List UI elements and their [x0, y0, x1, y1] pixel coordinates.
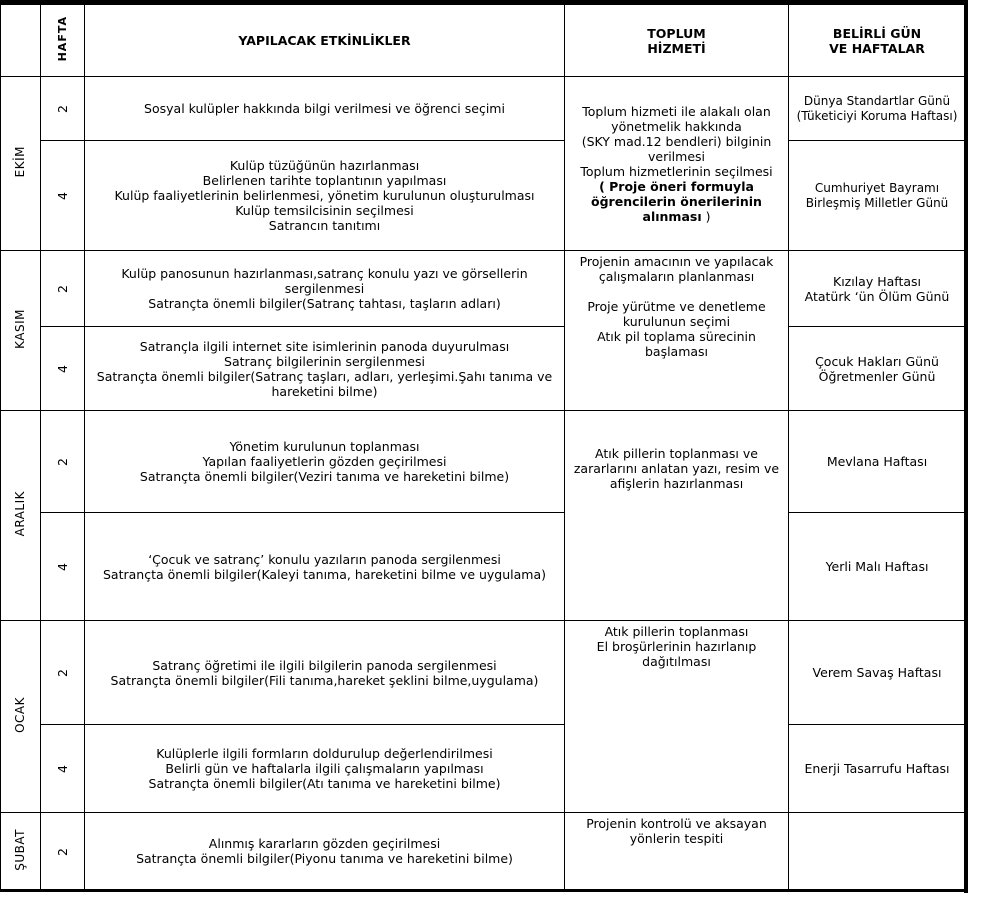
activity-plan-table	[0, 4, 968, 892]
week-cell: 4	[41, 327, 85, 411]
header-activities: YAPILACAK ETKİNLİKLER	[85, 5, 565, 77]
toplum-cell-aralik: Atık pillerin toplanması ve zararlarını anlatan yazı, resim ve afişlerin hazırlanması	[565, 411, 789, 621]
table-row	[1, 251, 967, 327]
table-row	[1, 141, 967, 251]
month-cell-aralik: ARALIK	[1, 411, 41, 621]
week-cell: 2	[41, 251, 85, 327]
table-row	[1, 621, 967, 725]
month-cell-ekim: EKİM	[1, 77, 41, 251]
days-cell: Kızılay Haftası Atatürk ‘ün Ölüm Günü	[789, 251, 967, 327]
activity-cell: Sosyal kulüpler hakkında bilgi verilmesi ve öğrenci seçimi	[85, 77, 565, 141]
toplum-cell-subat: Projenin kontrolü ve aksayan yönlerin tespiti	[565, 813, 789, 891]
table-row	[1, 411, 967, 513]
days-cell: Cumhuriyet Bayramı Birleşmiş Milletler Günü	[789, 141, 967, 251]
week-cell: 4	[41, 725, 85, 813]
activity-cell: Kulüp tüzüğünün hazırlanması Belirlenen tarihte toplantının yapılması Kulüp faaliyetlerinin belirlenmesi, yönetim kurulunun oluşturulması Kulüp temsilcisinin seçilmesi Satrancın tanıtımı	[85, 141, 565, 251]
toplum-cell-kasim: Projenin amacının ve yapılacak çalışmaların planlanması Proje yürütme ve denetleme kurulunun seçimi Atık pil toplama sürecinin başlaması	[565, 251, 789, 411]
right-border	[964, 0, 968, 893]
activity-cell: Kulüplerle ilgili formların doldurulup değerlendirilmesi Belirli gün ve haftalarla ilgili çalışmaların yapılması Satrançta önemli bilgiler(Atı tanıma ve hareketini bilme)	[85, 725, 565, 813]
activity-cell: Satrançla ilgili internet site isimlerinin panoda duyurulması Satranç bilgilerinin sergilenmesi Satrançta önemli bilgiler(Satranç taşları, adları, yerleşimi.Şahı tanıma ve hareketini bilme)	[85, 327, 565, 411]
days-cell: Enerji Tasarrufu Haftası	[789, 725, 967, 813]
days-cell: Çocuk Hakları Günü Öğretmenler Günü	[789, 327, 967, 411]
header-toplum: TOPLUM HİZMETİ	[565, 5, 789, 77]
week-cell: 4	[41, 141, 85, 251]
activity-cell: Alınmış kararların gözden geçirilmesi Satrançta önemli bilgiler(Piyonu tanıma ve hareketini bilme)	[85, 813, 565, 891]
toplum-cell-ekim: Toplum hizmeti ile alakalı olan yönetmelik hakkında (SKY mad.12 bendleri) bilginin verilmesi Toplum hizmetlerinin seçilmesi ( Proje öneri formuyla öğrencilerin önerilerinin alınması )	[565, 77, 789, 251]
header-belirli-gun: BELİRLİ GÜN VE HAFTALAR	[789, 5, 967, 77]
days-cell: Yerli Malı Haftası	[789, 513, 967, 621]
header-empty	[1, 5, 41, 77]
table-row	[1, 813, 967, 891]
days-cell-empty	[789, 813, 967, 891]
table-row	[1, 77, 967, 141]
table-row	[1, 327, 967, 411]
week-cell: 2	[41, 77, 85, 141]
week-cell: 2	[41, 411, 85, 513]
days-cell: Dünya Standartlar Günü (Tüketiciyi Koruma Haftası)	[789, 77, 967, 141]
days-cell: Verem Savaş Haftası	[789, 621, 967, 725]
table-row	[1, 725, 967, 813]
month-cell-kasim: KASIM	[1, 251, 41, 411]
table-row	[1, 513, 967, 621]
week-cell: 4	[41, 513, 85, 621]
activity-cell: Yönetim kurulunun toplanması Yapılan faaliyetlerin gözden geçirilmesi Satrançta önemli bilgiler(Veziri tanıma ve hareketini bilme)	[85, 411, 565, 513]
week-cell: 2	[41, 621, 85, 725]
header-hafta: HAFTA	[41, 5, 85, 77]
activity-cell: ‘Çocuk ve satranç’ konulu yazıların panoda sergilenmesi Satrançta önemli bilgiler(Kaleyi tanıma, hareketini bilme ve uygulama)	[85, 513, 565, 621]
month-cell-subat: ŞUBAT	[1, 813, 41, 891]
activity-cell: Kulüp panosunun hazırlanması,satranç konulu yazı ve görsellerin sergilenmesi Satrançta önemli bilgiler(Satranç tahtası, taşların adları)	[85, 251, 565, 327]
activity-cell: Satranç öğretimi ile ilgili bilgilerin panoda sergilenmesi Satrançta önemli bilgiler(Fili tanıma,hareket şeklini bilme,uygulama)	[85, 621, 565, 725]
month-cell-ocak: OCAK	[1, 621, 41, 813]
days-cell: Mevlana Haftası	[789, 411, 967, 513]
week-cell: 2	[41, 813, 85, 891]
header-row	[1, 5, 967, 77]
toplum-cell-ocak: Atık pillerin toplanması El broşürlerinin hazırlanıp dağıtılması	[565, 621, 789, 813]
